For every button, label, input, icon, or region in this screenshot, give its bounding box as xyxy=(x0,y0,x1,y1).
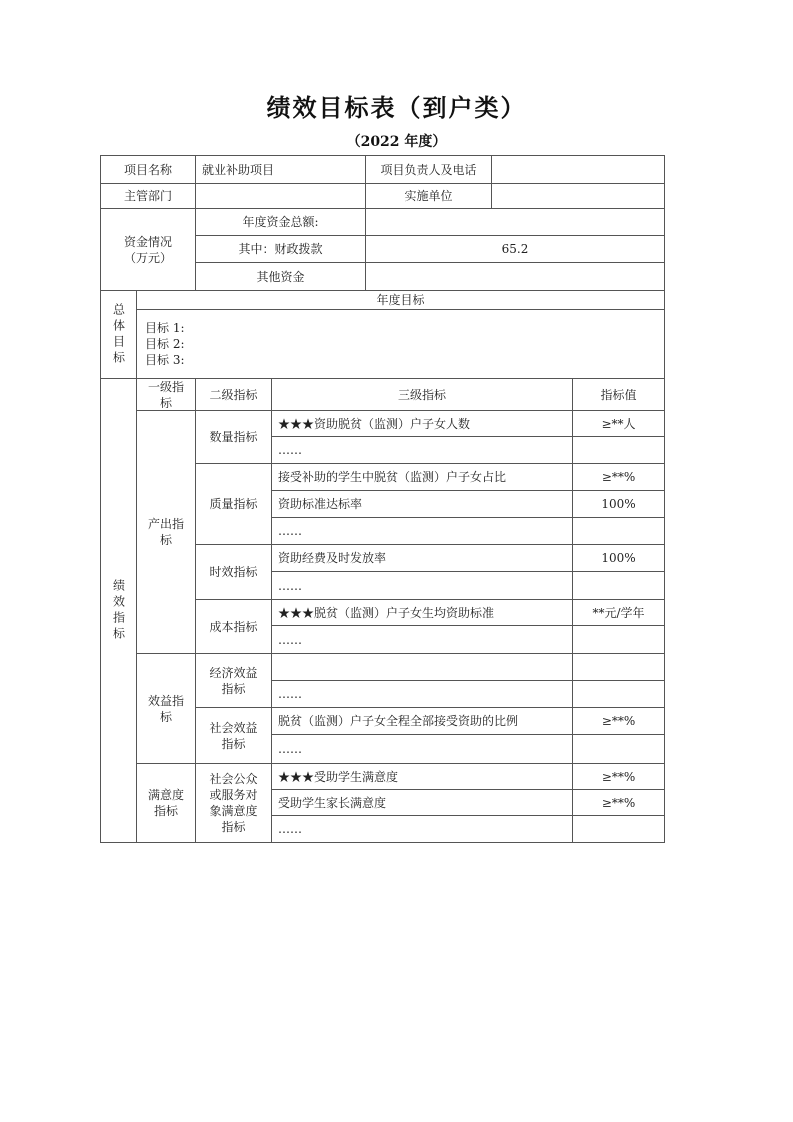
sub-time: 时效指标 xyxy=(195,544,272,600)
indicator-econ-1 xyxy=(271,653,573,681)
overall-goal-header: 年度目标 xyxy=(136,290,665,310)
impl-label: 实施单位 xyxy=(365,183,492,209)
value-quality-1: ≥**% xyxy=(572,463,665,491)
header-value: 指标值 xyxy=(572,378,665,411)
indicator-econ-more: …… xyxy=(271,680,573,708)
sub-econ: 经济效益 指标 xyxy=(195,653,272,708)
indicator-quantity-1: ★★★资助脱贫（监测）户子女人数 xyxy=(271,410,573,437)
value-quality-more xyxy=(572,517,665,545)
header-level3: 三级指标 xyxy=(271,378,573,411)
header-level1: 一级指 标 xyxy=(136,378,196,411)
goal-1: 目标 1: xyxy=(145,321,185,335)
value-social-1: ≥**% xyxy=(572,707,665,735)
indicator-quantity-more: …… xyxy=(271,436,573,464)
indicator-time-1: 资助经费及时发放率 xyxy=(271,544,573,572)
dept-label: 主管部门 xyxy=(100,183,196,209)
sub-cost: 成本指标 xyxy=(195,599,272,654)
header-level2: 二级指标 xyxy=(195,378,272,411)
cat-benefit: 效益指 标 xyxy=(136,653,196,764)
cat-satisfaction: 满意度 指标 xyxy=(136,763,196,843)
value-econ-1 xyxy=(572,653,665,681)
indicator-cost-1: ★★★脱贫（监测）户子女生均资助标准 xyxy=(271,599,573,626)
value-social-more xyxy=(572,734,665,764)
dept-value xyxy=(195,183,366,209)
funds-other-value xyxy=(365,262,665,291)
goal-2: 目标 2: xyxy=(145,337,185,351)
indicator-social-more: …… xyxy=(271,734,573,764)
indicator-social-1: 脱贫（监测）户子女全程全部接受资助的比例 xyxy=(271,707,573,735)
indicator-quality-more: …… xyxy=(271,517,573,545)
funds-fiscal-value: 65.2 xyxy=(365,235,665,263)
sub-satisfaction: 社会公众 或服务对 象满意度 指标 xyxy=(195,763,272,843)
sub-quantity: 数量指标 xyxy=(195,410,272,464)
funds-other-label: 其他资金 xyxy=(195,262,366,291)
value-cost-1: **元/学年 xyxy=(572,599,665,626)
indicator-satisfaction-2: 受助学生家长满意度 xyxy=(271,789,573,816)
value-econ-more xyxy=(572,680,665,708)
value-quantity-1: ≥**人 xyxy=(572,410,665,437)
overall-goal-list xyxy=(136,309,665,379)
value-quality-2: 100% xyxy=(572,490,665,518)
funds-total-value xyxy=(365,208,665,236)
project-name-label: 项目名称 xyxy=(100,155,196,184)
value-satisfaction-more xyxy=(572,815,665,843)
value-time-1: 100% xyxy=(572,544,665,572)
perf-label: 绩效指标 xyxy=(100,378,137,843)
funds-label: 资金情况 （万元） xyxy=(100,208,196,291)
cat-output: 产出指 标 xyxy=(136,410,196,654)
indicator-quality-2: 资助标准达标率 xyxy=(271,490,573,518)
project-name-value: 就业补助项目 xyxy=(195,155,366,184)
overall-goal-label: 总体目标 xyxy=(100,290,137,379)
value-time-more xyxy=(572,571,665,600)
value-cost-more xyxy=(572,625,665,654)
value-satisfaction-2: ≥**% xyxy=(572,789,665,816)
indicator-satisfaction-1: ★★★受助学生满意度 xyxy=(271,763,573,790)
document-title: 绩效目标表（到户类） xyxy=(266,93,527,122)
sub-quality: 质量指标 xyxy=(195,463,272,545)
document-year: （2022 年度） xyxy=(346,134,447,150)
sub-social: 社会效益 指标 xyxy=(195,707,272,764)
indicator-satisfaction-more: …… xyxy=(271,815,573,843)
indicator-time-more: …… xyxy=(271,571,573,600)
contact-label: 项目负责人及电话 xyxy=(365,155,492,184)
funds-total-label: 年度资金总额: xyxy=(195,208,366,236)
goal-3: 目标 3: xyxy=(145,353,185,367)
value-quantity-more xyxy=(572,436,665,464)
impl-value xyxy=(491,183,665,209)
value-satisfaction-1: ≥**% xyxy=(572,763,665,790)
contact-value xyxy=(491,155,665,184)
indicator-cost-more: …… xyxy=(271,625,573,654)
indicator-quality-1: 接受补助的学生中脱贫（监测）户子女占比 xyxy=(271,463,573,491)
funds-fiscal-label: 其中：财政拨款 xyxy=(195,235,366,263)
